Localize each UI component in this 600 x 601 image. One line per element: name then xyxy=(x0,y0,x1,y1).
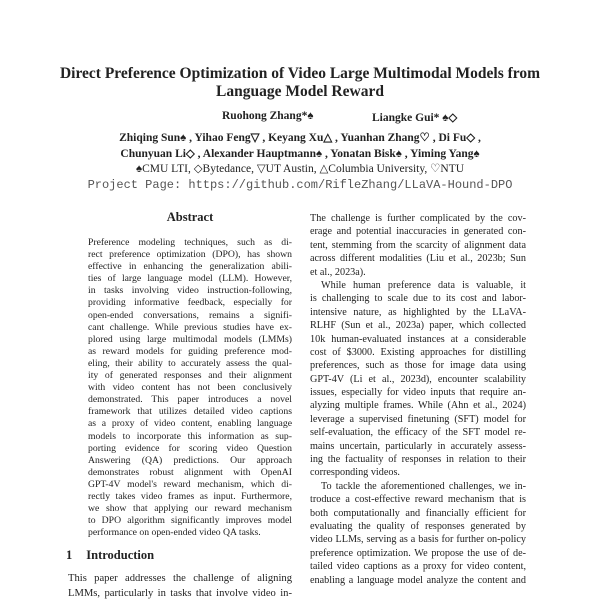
text-line: demonstrated. This paper introduces a novel xyxy=(88,394,292,406)
section-heading-introduction xyxy=(66,548,168,563)
abstract-heading: Abstract xyxy=(166,210,214,224)
section-title: Introduction xyxy=(86,548,155,562)
section-number: 1 xyxy=(66,548,73,562)
text-line: is challenging to scale due to its cost and labor- xyxy=(310,293,526,305)
text-line: corresponding videos. xyxy=(310,467,400,479)
text-line: ties of large language model (LLM). However, xyxy=(88,273,292,285)
authors-line-2: Zhiqing Sun♠ , Yihao Feng▽ , Keyang Xu△ , Yuanhan Zhang♡ , Di Fu◇ , xyxy=(119,132,481,144)
right-column-body xyxy=(310,212,526,587)
text-line: framework that utilizes detailed video captions xyxy=(88,406,292,418)
text-line: providing informative feedback, especially for xyxy=(88,297,292,309)
text-line: troduce a cost-effective reward mechanism that is xyxy=(310,494,526,506)
paper-title-line-2: Language Model Reward xyxy=(216,83,384,100)
text-line: with video content has not been conclusively xyxy=(88,382,292,394)
project-page-link[interactable]: Project Page: https://github.com/RifleZhang/LLaVA-Hound-DPO xyxy=(87,178,513,192)
text-line: issues, especially for video inputs that require an- xyxy=(310,387,526,399)
text-line: demonstrates robust alignment with OpenAI xyxy=(88,466,292,478)
text-line: tailed video captions as a proxy for video content, xyxy=(310,561,526,573)
text-line: alyzing multiple frames. While (Ahn et al., 2024) xyxy=(310,400,526,412)
text-line: rectly takes video frames as input. Furthermore, xyxy=(88,490,292,502)
text-line: While human preference data is valuable, it xyxy=(321,279,526,291)
text-line: To tackle the aforementioned challenges, we in- xyxy=(321,480,526,492)
text-line: cant challenge. While previous studies have ex- xyxy=(88,321,292,333)
text-line: we show that applying our reward mechanism xyxy=(88,503,292,515)
text-line: as reward models for guiding preference mod- xyxy=(88,345,292,357)
text-line: leverage a supervised finetuning (SFT) model for xyxy=(310,413,526,425)
text-line: evaluating the quality of responses generated by xyxy=(310,520,526,532)
text-line: rect preference optimization (DPO), has shown xyxy=(88,249,292,261)
text-line: erage and potential inaccuracies in generated con- xyxy=(310,226,526,238)
text-line: intensive nature, as highlighted by the LLaVA- xyxy=(310,306,526,318)
introduction-body xyxy=(68,571,292,601)
text-line: to DPO algorithm significantly improves model xyxy=(88,515,292,527)
text-line: Answering (QA) predictions. Our approach xyxy=(88,454,292,466)
text-line: 10k human-evaluated instances at a considerable xyxy=(310,333,526,345)
text-line: LMMs, particularly in tasks that involve video in- xyxy=(68,588,292,599)
text-line: across different modalities (Liu et al., 2023b; Sun xyxy=(310,253,526,265)
abstract-body xyxy=(88,237,292,539)
text-line: performance on open-ended video QA tasks. xyxy=(88,527,261,539)
text-line: GPT-4V (Li et al., 2023d), encounter scalability xyxy=(310,373,526,385)
text-line: GPT-4V model's reward mechanism, which di- xyxy=(88,478,292,490)
text-line: RLHF (Sun et al., 2023a) paper, which collected xyxy=(310,320,526,332)
text-line: models to incorporate this information as sup- xyxy=(88,430,292,442)
author-liangke-gui: Liangke Gui* ♠◇ xyxy=(372,112,458,124)
text-line: This paper addresses the challenge of aligning xyxy=(68,573,292,584)
text-line: open-ended conversations, remains a signifi- xyxy=(88,309,292,321)
text-line: effective in enhancing the generalization abili- xyxy=(88,261,292,273)
paper-title-line-1: Direct Preference Optimization of Video Large Multimodal Models from xyxy=(59,65,541,82)
text-line: preference optimization. We propose the use of de- xyxy=(310,547,526,559)
text-line: Preference modeling techniques, such as di- xyxy=(88,237,292,248)
text-line: ity of generated responses and their alignment xyxy=(88,370,292,382)
text-line: video LLMs, serving as a basis for further on-policy xyxy=(310,534,526,546)
text-line: cost of $3000. Existing approaches for distilling xyxy=(310,346,526,358)
text-line: ing the factuality of responses in relation to their xyxy=(310,454,526,466)
text-line: The challenge is further complicated by the cov- xyxy=(310,213,526,224)
text-line: tent, stemming from the scarcity of alignment data xyxy=(310,239,526,251)
text-line: enabling a language model analyze the content and xyxy=(310,574,526,586)
text-line: mains uncertain, particularly in accurately assess- xyxy=(310,440,526,452)
text-line: et al., 2023a). xyxy=(310,266,366,278)
text-line: in tasks involving video instruction-following, xyxy=(88,285,292,297)
text-line: porting evidence for scoring video Question xyxy=(88,442,292,454)
text-line: plored using large multimodal models (LMMs) xyxy=(88,333,292,345)
text-line: as a proxy of video content, enabling language xyxy=(88,418,292,430)
author-ruohong-zhang: Ruohong Zhang*♠ xyxy=(222,110,314,122)
text-line: preferences, such as those for image data using xyxy=(310,360,526,372)
authors-line-3: Chunyuan Li◇ , Alexander Hauptmann♠ , Yonatan Bisk♠ , Yiming Yang♠ xyxy=(120,148,480,160)
affiliations: ♠CMU LTI, ◇Bytedance, ▽UT Austin, △Columbia University, ♡NTU xyxy=(135,163,465,175)
text-line: both computationally and financially efficient for xyxy=(310,507,526,519)
text-line: self-evaluation, the efficacy of the SFT model re- xyxy=(310,427,526,439)
text-line: eling, their ability to accurately assess the qual- xyxy=(88,357,292,369)
